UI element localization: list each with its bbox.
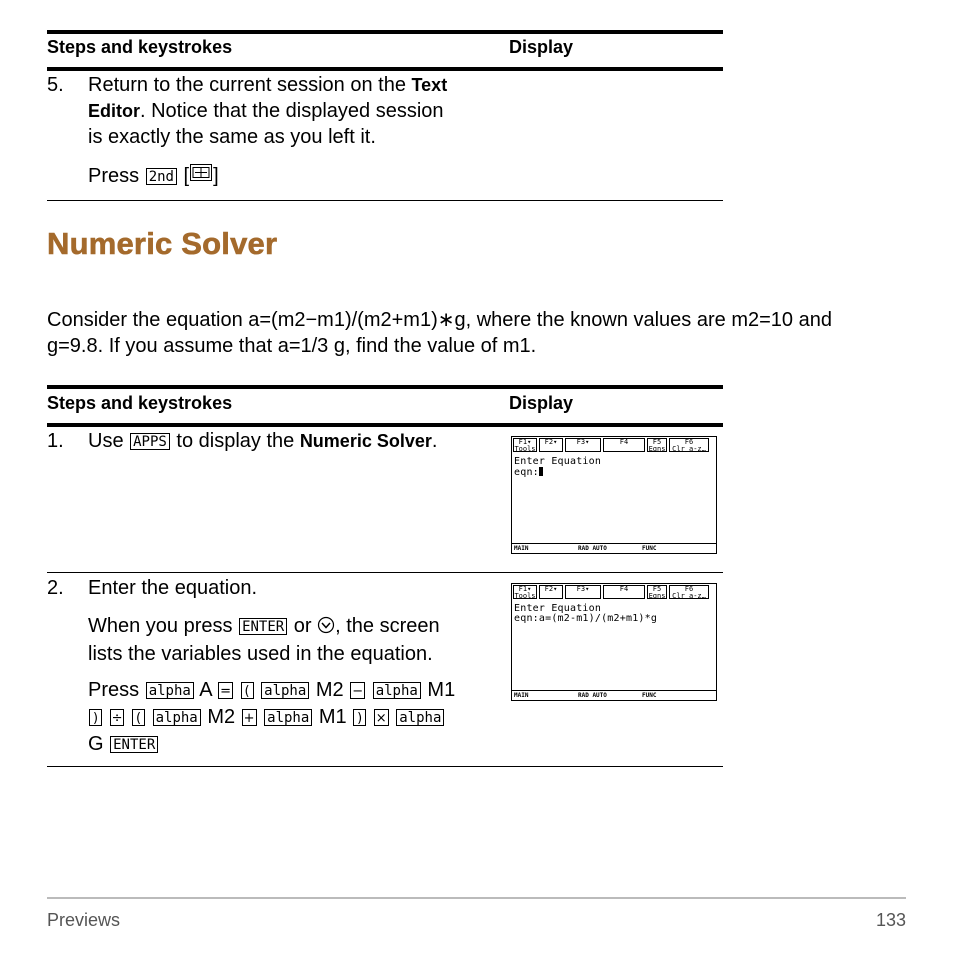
step2-when-text: When you press ENTER or , the screen lists the variables used in the equation. xyxy=(88,615,440,665)
key-times: × xyxy=(375,711,387,726)
key-left-paren: ( xyxy=(241,682,254,699)
table1-col1-header: Steps and keystrokes xyxy=(47,37,233,57)
footer-page-number: 133 xyxy=(875,910,906,930)
screen1-toolbar: F1▾ Tools F2▾ F3▾ F4 F5 Eqns F6 Clr a-z… xyxy=(513,438,715,454)
key-split-screen-icon xyxy=(190,164,212,181)
key-plus: + xyxy=(243,711,255,726)
section-title: Numeric Solver xyxy=(47,226,278,261)
table1-col2-header: Display xyxy=(509,37,574,57)
screen1-line2: eqn: xyxy=(514,467,543,478)
step1-bottom-rule xyxy=(47,572,723,573)
key-equals: = xyxy=(220,684,232,699)
key-apps: APPS xyxy=(130,433,170,450)
screen2-line2: eqn:a=(m2-m1)/(m2+m1)*g xyxy=(514,613,658,624)
screen2-status-bar: MAIN RAD AUTO FUNC xyxy=(512,690,716,700)
step1-number: 1. xyxy=(47,430,64,452)
screen2-toolbar: F1▾ Tools F2▾ F3▾ F4 F5 Eqns F6 Clr a-z… xyxy=(513,585,715,601)
key-alpha: alpha xyxy=(396,709,444,726)
key-enter: ENTER xyxy=(110,736,158,753)
footer-section-name: Previews xyxy=(47,910,121,930)
table1-bottom-rule xyxy=(47,200,723,201)
step2-press-sequence: Press alpha A = ( alpha M2 − alpha M1 ) ÷ ( alpha M2 + alpha M1 ) × alpha G ENTER xyxy=(88,679,456,755)
step1-text: Use APPS to display the Numeric Solver. xyxy=(88,430,438,452)
table2-bottom-rule xyxy=(47,766,723,767)
footer-rule xyxy=(47,897,906,899)
table1-header-rule xyxy=(47,67,723,71)
key-alpha: alpha xyxy=(153,709,201,726)
step5-press: Press 2nd [ ] xyxy=(88,165,219,187)
table2-col2-header: Display xyxy=(509,393,574,413)
table2-header-rule xyxy=(47,423,723,427)
table2-col1-header: Steps and keystrokes xyxy=(47,393,233,413)
screen1-status-bar: MAIN RAD AUTO FUNC xyxy=(512,543,716,553)
key-alpha: alpha xyxy=(373,682,421,699)
key-2nd: 2nd xyxy=(146,168,177,185)
key-right-paren: ) xyxy=(353,709,366,726)
key-alpha: alpha xyxy=(264,709,312,726)
cursor-icon xyxy=(539,467,543,476)
step5-number: 5. xyxy=(47,74,64,96)
down-arrow-icon xyxy=(317,615,335,641)
key-enter: ENTER xyxy=(239,618,287,635)
step2-number: 2. xyxy=(47,577,64,599)
screen2-line1: Enter Equation xyxy=(514,603,602,614)
calculator-screen-1 xyxy=(511,436,717,554)
key-divide: ÷ xyxy=(111,711,123,726)
step2-line1: Enter the equation. xyxy=(88,577,258,599)
calculator-screen-2 xyxy=(511,583,717,701)
table2-top-rule xyxy=(47,385,723,389)
key-alpha: alpha xyxy=(261,682,309,699)
key-alpha: alpha xyxy=(146,682,194,699)
intro-paragraph: Consider the equation a=(m2−m1)/(m2+m1)∗g, where the known values are m2=10 and g=9.8. If you assume that a=1/3 g, find the value of m1. xyxy=(47,309,832,357)
step5-text: Return to the current session on the Text Editor. Notice that the displayed session is exactly the same as you left it. xyxy=(88,74,448,148)
table1-top-rule xyxy=(47,30,723,34)
screen1-line1: Enter Equation xyxy=(514,456,602,467)
key-minus: − xyxy=(352,684,364,699)
key-left-paren: ( xyxy=(132,709,145,726)
key-right-paren: ) xyxy=(89,709,102,726)
